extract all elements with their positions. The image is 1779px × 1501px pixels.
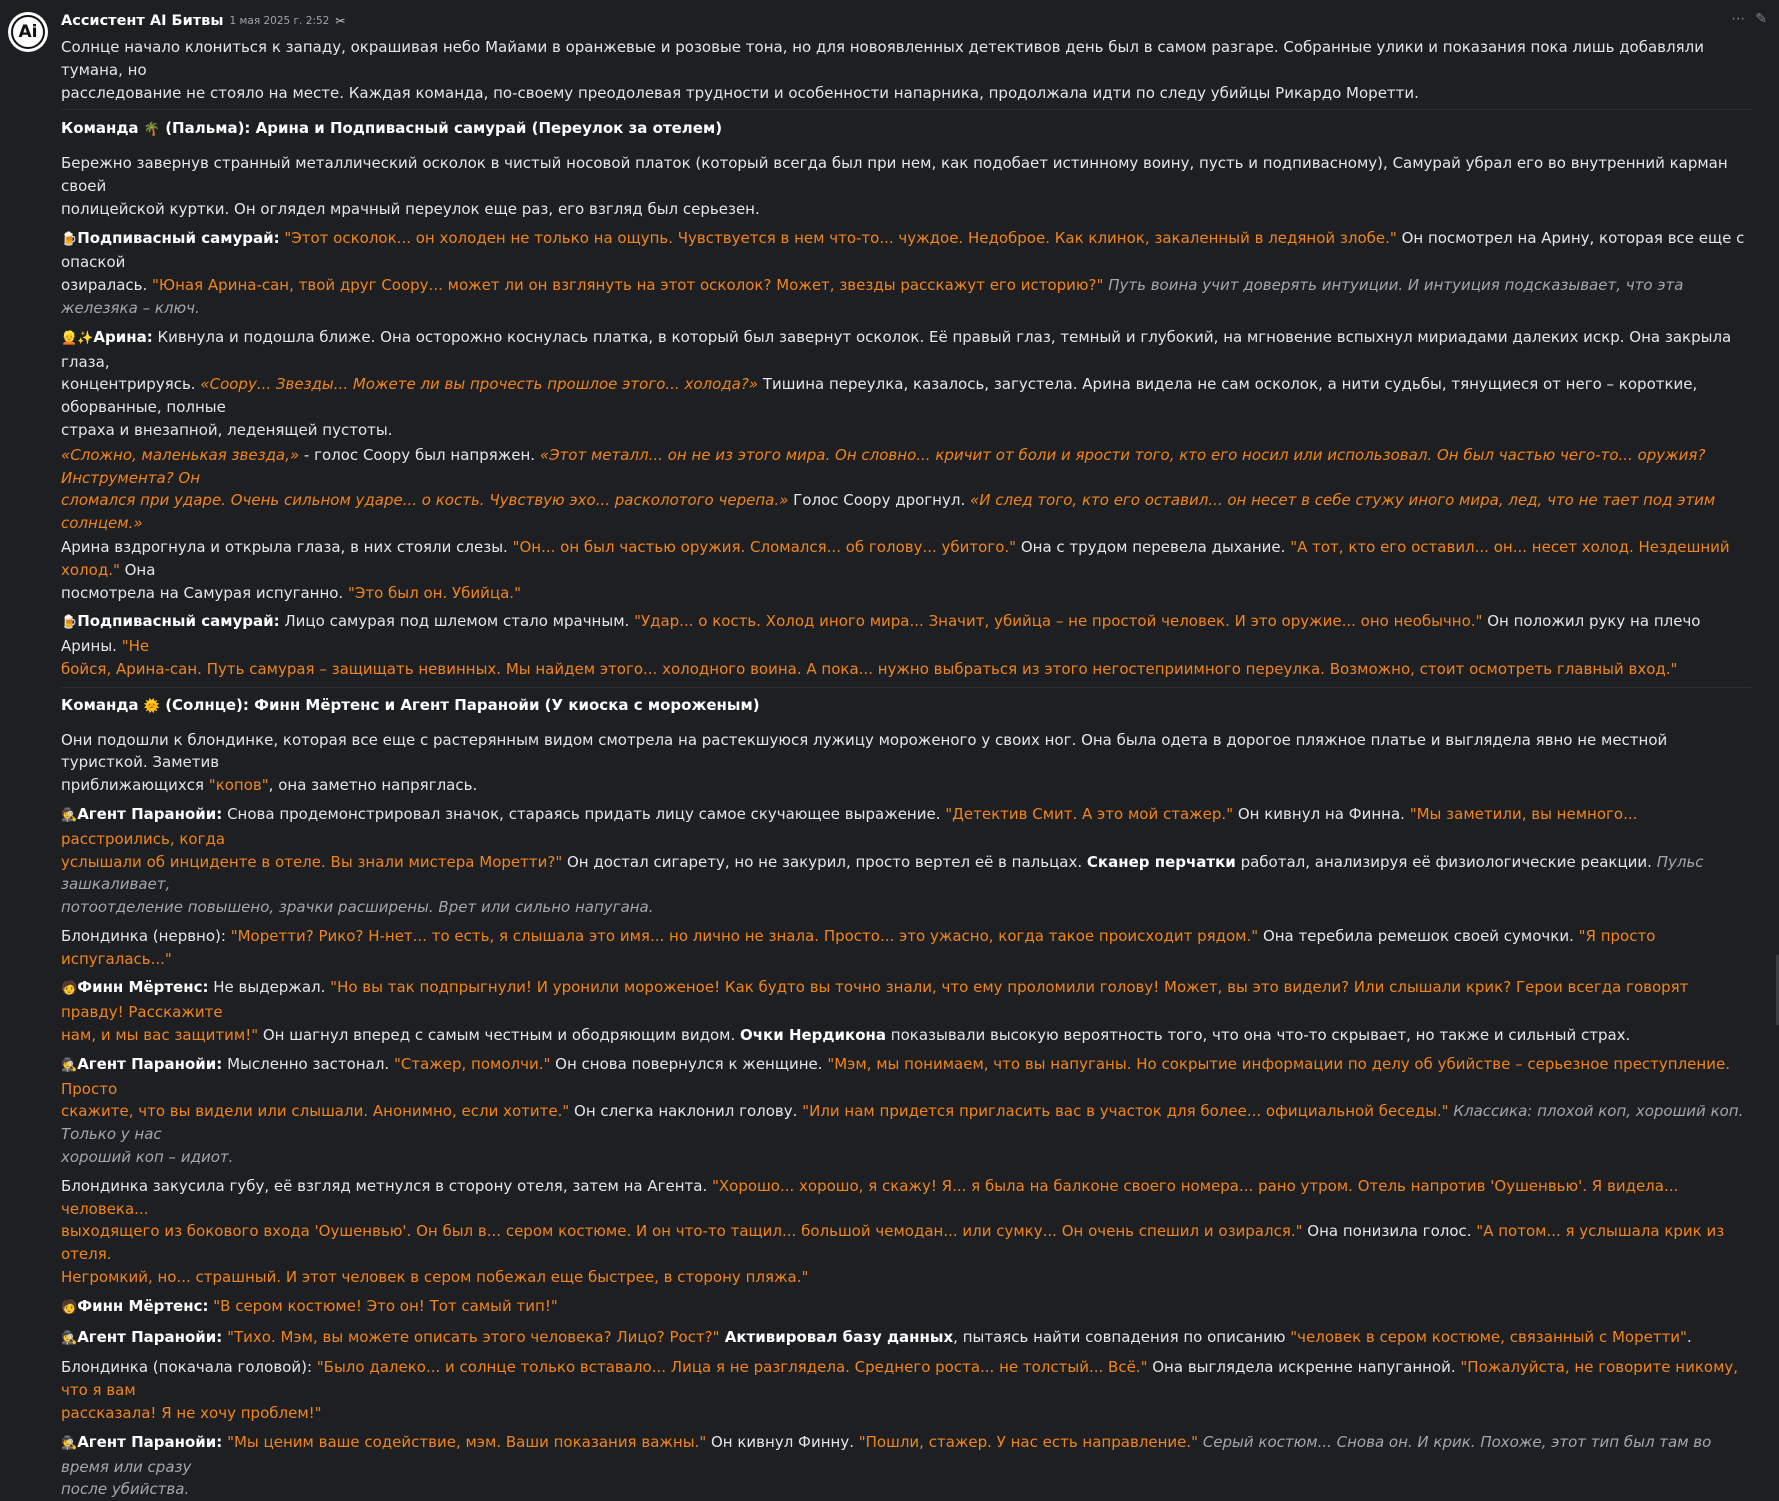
agent-line-2: 🕵Агент Паранойи: Мысленно застонал. "Стажер, помолчи." Он снова повернулся к женщине. "Мэм, мы понимаем, что вы напуганы. Но сокрытие информации по делу об убийстве – серьезное преступление. Просто скажите, что вы видели или слышали. Анонимно, если хотите." Он слегка наклонил голову. "Или нам придется пригласить вас в участок для более... официальной беседы." Классика: плохой коп, хороший коп. Только у нас хороший коп – идиот. xyxy=(61,1054,1744,1167)
speaker-name: Агент Паранойи: xyxy=(77,1327,223,1346)
divider xyxy=(61,687,1751,688)
author-avatar[interactable] xyxy=(8,12,48,52)
author-name[interactable]: Ассистент AI Битвы xyxy=(61,12,224,29)
message-timestamp[interactable]: 1 мая 2025 г. 2:52 xyxy=(229,14,330,27)
paragraph-line: Бережно завернув странный металлический осколок в чистый носовой платок (который всегда был при нем, как подобает истинному воину, пусть и подпивасному), Самурай убрал его во внутренний карман своей xyxy=(61,154,1728,195)
more-icon[interactable]: ⋯ xyxy=(1731,11,1746,27)
intro-line: расследование не стояло на месте. Каждая команда, по-своему преодолевая трудности и особенности напарника, продолжала идти по следу убийцы Рикардо Моретти. xyxy=(61,83,1419,102)
intro-paragraph xyxy=(61,36,1751,104)
blonde-line-3: Блондинка (покачала головой): "Было далеко... и солнце только вставало... Лица я не разглядела. Среднего роста... не толстый... Всё." Она выглядела искренне напуганной. "Пожалуйста, не говорите никому, что я вам рассказала! Я не хочу проблем!" xyxy=(61,1358,1739,1423)
speaker-name: Подпивасный самурай: xyxy=(77,228,280,247)
intro-line: Солнце начало клониться к западу, окрашивая небо Майами в оранжевые и розовые тона, но для новоявленных детективов день был в самом разгаре. Собранные улики и показания пока лишь добавляли тумана, но xyxy=(61,38,1704,79)
pin-icon: ✂ xyxy=(335,13,346,28)
blonde-line-1: Блондинка (нервно): "Моретти? Рико? Н-нет... то есть, я слышала это имя... но лично не знала. Просто... это ужасно, когда такое происходит рядом." Она теребила ремешок своей сумочки. "Я просто испугалась..." xyxy=(61,926,1656,968)
speaker-name: Подпивасный самурай: xyxy=(77,612,280,631)
agent-line-1: 🕵Агент Паранойи: Снова продемонстрировал значок, стараясь придать лицу самое скучающее выражение. "Детектив Смит. А это мой стажер." Он кивнул на Финна. "Мы заметили, вы немного... расстроились, когда услышали об инциденте в отеле. Вы знали мистера Моретти?" Он достал сигарету, но не закурил, просто вертел её в пальцах. Сканер перчатки работал, анализируя её физиологические реакции. Пульс зашкаливает, потоотделение повышено, зрачки расширены. Врет или сильно напугана. xyxy=(61,804,1704,917)
detective-icon: 🕵 xyxy=(61,1057,78,1073)
girl-sparkle-icon: 👱✨ xyxy=(61,330,94,346)
samurai-line-2: 🍺Подпивасный самурай: Лицо самурая под шлемом стало мрачным. "Удар... о кость. Холод иного мира... Значит, убийца – не простой человек. И это оружие... оно необычно." Он положил руку на плечо Арины. "Не бойся, Арина-сан. Путь самурая – защищать невинных. Мы найдем этого... холодного воина. А пока... нужно выбраться из этого негостеприимного переулка. Возможно, стоит осмотреть главный вход." xyxy=(61,612,1701,678)
finn-line-1: 🧑Финн Мёртенс: Не выдержал. "Но вы так подпрыгнули! И уронили мороженое! Как будто вы точно знали, что ему проломили голову! Может, вы это видели? Или слышали крик? Герои всегда говорят правду! Расскажите нам, и мы вас защитим!" Он шагнул вперед с самым честным и ободряющим видом. Очки Нердикона показывали высокую вероятность того, что она что-то скрывает, но также и сильный страх. xyxy=(61,978,1689,1045)
sun-icon: 🌞 xyxy=(143,698,160,714)
arina-line-2: Арина вздрогнула и открыла глаза, в них стояли слезы. "Он... он был частью оружия. Сломался... об голову... убитого." Она с трудом перевела дыхание. "А тот, кто его оставил... он... несет холод. Нездешний холод." Она посмотрела на Самурая испуганно. "Это был он. Убийца." xyxy=(61,537,1730,602)
edit-icon[interactable]: ✎ xyxy=(1755,11,1767,27)
team2-title: Команда 🌞 (Солнце): Финн Мёртенс и Агент Паранойи (У киоска с мороженым) xyxy=(61,695,760,714)
speaker-name: Агент Паранойи: xyxy=(77,1432,223,1451)
team1-paragraph xyxy=(61,152,1751,220)
detective-icon: 🕵 xyxy=(61,807,78,823)
blonde-line-2: Блондинка закусила губу, её взгляд метнулся в сторону отеля, затем на Агента. "Хорошо... хорошо, я скажу! Я... я была на балконе своего номера... рано утром. Отель напротив 'Оушенвью'. Я видела... человека... выходящего из бокового входа 'Оушенвью'. Он был в... сером костюме. И он что-то тащил... большой чемодан... или сумку... Он очень спешил и озирался." Она понизила голос. "А потом... я услышала крик из отеля. Негромкий, но... страшный. И этот человек в сером побежал еще быстрее, в сторону пляжа." xyxy=(61,1176,1725,1287)
arina-line-1: 👱✨Арина: Кивнула и подошла ближе. Она осторожно коснулась платка, в который был завернут осколок. Её правый глаз, темный и глубокий, на мгновение вспыхнул мириадами далеких искр. Она закрыла глаза, концентрируясь. «Соору... Звезды... Можете ли вы прочесть прошлое этого... холода?» Тишина переулка, казалось, загустела. Арина видела не сам осколок, а нити судьбы, тянущиеся от него – короткие, оборванные, полные страха и внезапной, леденящей пустоты. xyxy=(61,327,1732,439)
speaker-name: Арина: xyxy=(93,327,153,346)
samurai-line-1: 🍺Подпивасный самурай: "Этот осколок... он холоден не только на ощупь. Чувствуется в нем что-то... чуждое. Недоброе. Как клинок, закаленный в ледяной злобе." Он посмотрел на Арину, которая все еще с опаской озиралась. "Юная Арина-сан, твой друг Соору... может ли он взглянуть на этот осколок? Может, звезды расскажут его историю?" Путь воина учит доверять интуиции. И интуиция подсказывает, что эта железяка – ключ. xyxy=(61,228,1745,317)
speaker-name: Агент Паранойи: xyxy=(77,1054,223,1073)
speaker-name: Агент Паранойи: xyxy=(77,804,223,823)
detective-icon: 🕵 xyxy=(61,1330,78,1346)
paragraph-line: полицейской куртки. Он оглядел мрачный переулок еще раз, его взгляд был серьезен. xyxy=(61,199,760,218)
team1-title: Команда 🌴 (Пальма): Арина и Подпивасный самурай (Переулок за отелем) xyxy=(61,119,723,138)
avatar-ring xyxy=(11,15,45,49)
beer-icon: 🍺 xyxy=(61,231,78,247)
person-icon: 🧑 xyxy=(61,981,78,997)
person-icon: 🧑 xyxy=(61,1299,78,1315)
message-body xyxy=(61,10,1751,1501)
soor-line: «Сложно, маленькая звезда,» - голос Соору был напряжен. «Этот металл... он не из этого мира. Он словно... кричит от боли и ярости того, кто его носил или использовал. Он был частью чего-то... оружия? Инструмента? Он сломался при ударе. Очень сильном ударе... о кость. Чувствую эхо... расколотого черепа.» Голос Соору дрогнул. «И след того, кто его оставил... он несет в себе стужу иного мира, лед, что не тает под этим солнцем.» xyxy=(61,445,1716,533)
detective-icon: 🕵 xyxy=(61,1435,78,1451)
agent-line-4: 🕵Агент Паранойи: "Мы ценим ваше содействие, мэм. Ваши показания важны." Он кивнул Финну. "Пошли, стажер. У нас есть направление." Серый костюм... Снова он. И крик. Похоже, этот тип был там во время или сразу после убийства. xyxy=(61,1432,1712,1499)
palm-icon: 🌴 xyxy=(143,122,160,138)
agent-line-3: 🕵Агент Паранойи: "Тихо. Мэм, вы можете описать этого человека? Лицо? Рост?" Активировал базу данных, пытаясь найти совпадения по описанию "человек в сером костюме, связанный с Моретти". xyxy=(61,1327,1692,1346)
message-header xyxy=(61,10,1751,32)
beer-icon: 🍺 xyxy=(61,615,78,631)
avatar-text: Ai xyxy=(18,21,38,42)
finn-line-2: 🧑Финн Мёртенс: "В сером костюме! Это он! Тот самый тип!" xyxy=(61,1296,558,1315)
speaker-name: Финн Мёртенс: xyxy=(77,978,209,997)
divider xyxy=(61,109,1751,110)
speaker-name: Финн Мёртенс: xyxy=(77,1296,209,1315)
team2-paragraph: Они подошли к блондинке, которая все еще с растерянным видом смотрела на растекшуюся лужицу мороженого у своих ног. Она была одета в дорогое пляжное платье и выглядела явно не местной туристкой. Заметив приближающихся "копов", она заметно напряглась. xyxy=(61,730,1668,795)
